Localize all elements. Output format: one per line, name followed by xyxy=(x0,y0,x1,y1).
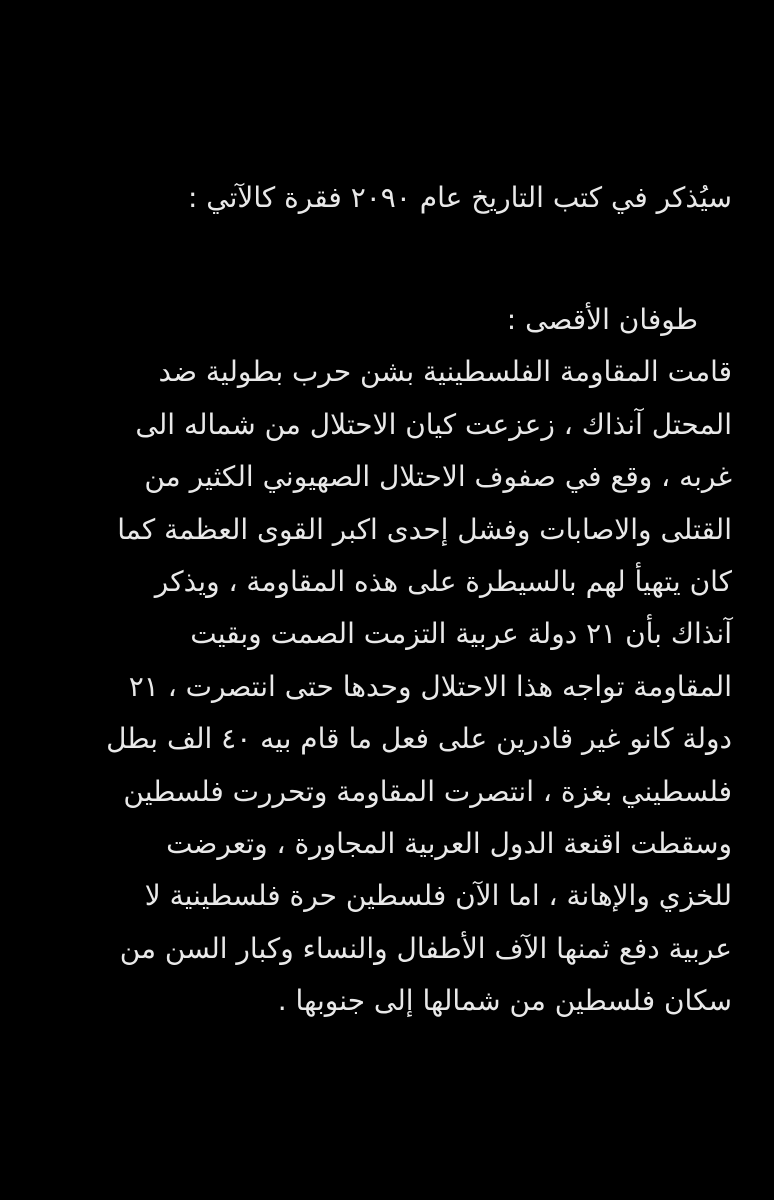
text-line: عربية دفع ثمنها الآف الأطفال والنساء وكبار السن من xyxy=(119,931,732,965)
note-heading: سيُذكر في كتب التاريخ عام ٢٠٩٠ فقرة كالآتي : xyxy=(187,181,732,214)
text-line: غربه ، وقع في صفوف الاحتلال الصهيوني الكثير من xyxy=(144,460,732,494)
text-line: للخزي والإهانة ، اما الآن فلسطين حرة فلسطينية لا xyxy=(144,879,732,913)
text-line: المقاومة تواجه هذا الاحتلال وحدها حتى انتصرت ، ٢١ xyxy=(128,669,732,703)
text-line: القتلى والاصابات وفشل إحدى اكبر القوى العظمة كما xyxy=(117,512,732,546)
paragraph-gap xyxy=(36,218,732,294)
note-subheading: طوفان الأقصى : xyxy=(506,303,698,336)
text-line: آنذاك بأن ٢١ دولة عربية التزمت الصمت وبقيت xyxy=(190,617,732,651)
text-line: سكان فلسطين من شمالها إلى جنوبها . xyxy=(277,984,732,1018)
note-body xyxy=(36,178,732,1027)
text-line: كان يتهيأ لهم بالسيطرة على هذه المقاومة ، ويذكر xyxy=(154,564,732,598)
text-line: دولة كانو غير قادرين على فعل ما قام بيه ٤٠ الف بطل xyxy=(106,722,732,756)
text-line: قامت المقاومة الفلسطينية بشن حرب بطولية ضد xyxy=(158,355,732,389)
text-line: فلسطيني بغزة ، انتصرت المقاومة وتحررت فلسطين xyxy=(123,774,732,808)
text-line: المحتل آنذاك ، زعزعت كيان الاحتلال من شماله الى xyxy=(135,407,732,441)
text-line: وسقطت اقنعة الدول العربية المجاورة ، وتعرضت xyxy=(166,826,732,860)
